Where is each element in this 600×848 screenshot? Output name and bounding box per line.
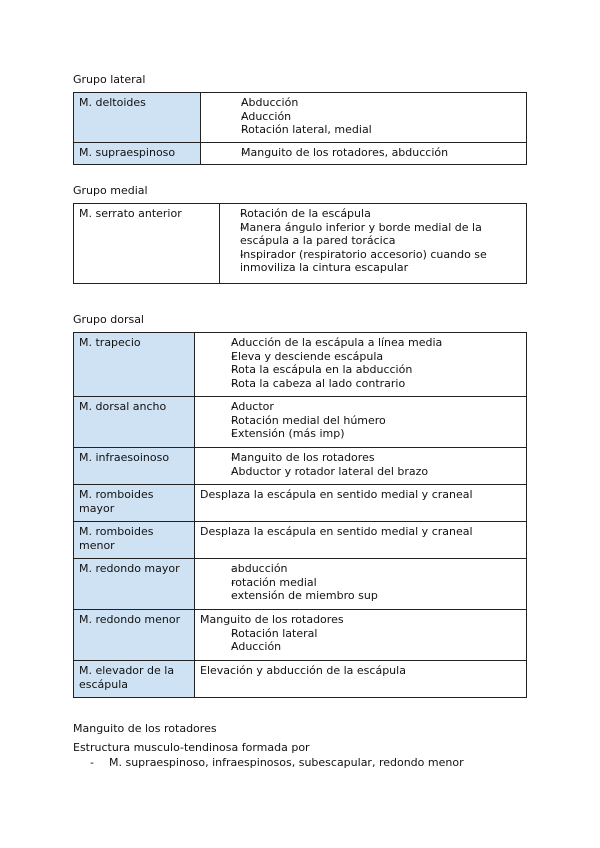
function-item: - Extensión (más imp): [213, 427, 521, 441]
table-grupo-dorsal: [73, 332, 527, 698]
table-row: [74, 661, 527, 698]
function-list: [213, 336, 521, 390]
muscle-function: [195, 333, 527, 397]
function-item: - Eleva y desciende escápula: [213, 350, 521, 364]
table-row: [74, 485, 527, 522]
function-list: [223, 146, 521, 160]
muscle-name: M. romboides mayor: [74, 485, 195, 522]
function-list: [213, 627, 521, 654]
footer-item-text: M. supraespinoso, infraespinosos, subescapular, redondo menor: [109, 756, 464, 769]
muscle-name: M. redondo menor: [74, 610, 195, 661]
function-item: - Inspirador (respiratorio accesorio) cuando se inmoviliza la cintura escapular: [222, 248, 521, 275]
heading-grupo-dorsal: Grupo dorsal: [73, 313, 144, 326]
heading-grupo-medial: Grupo medial: [73, 184, 148, 197]
muscle-function: [220, 204, 527, 284]
muscle-name: M. serrato anterior: [74, 204, 220, 284]
function-item: - Rotación lateral, medial: [223, 123, 521, 137]
dash-bullet: -: [90, 756, 94, 769]
function-item: - Aducción de la escápula a línea media: [213, 336, 521, 350]
muscle-function: [195, 559, 527, 610]
muscle-function: Desplaza la escápula en sentido medial y craneal: [195, 522, 527, 559]
function-item: - Rota la cabeza al lado contrario: [213, 377, 521, 391]
muscle-function: [195, 448, 527, 485]
muscle-function: [195, 397, 527, 448]
function-item: - Rotación de la escápula: [222, 207, 521, 221]
table-row: [74, 93, 527, 143]
table-grupo-lateral: [73, 92, 527, 165]
function-list: [223, 96, 521, 137]
muscle-function: [201, 143, 527, 165]
muscle-name: M. trapecio: [74, 333, 195, 397]
table-row: [74, 559, 527, 610]
table-row: [74, 204, 527, 284]
muscle-name: M. supraespinoso: [74, 143, 201, 165]
table-grupo-medial: [73, 203, 527, 284]
function-item: - rotación medial: [213, 576, 521, 590]
muscle-name: M. dorsal ancho: [74, 397, 195, 448]
function-item: - Aductor: [213, 400, 521, 414]
function-item: - Manguito de los rotadores, abducción: [223, 146, 521, 160]
function-item: - Abductor y rotador lateral del brazo: [213, 465, 521, 479]
function-list: [222, 207, 521, 275]
table-row: [74, 448, 527, 485]
function-item: - Aducción: [223, 110, 521, 124]
heading-grupo-lateral: Grupo lateral: [73, 73, 146, 86]
function-item: - abducción: [213, 562, 521, 576]
muscle-name: M. elevador de la escápula: [74, 661, 195, 698]
footer-subtitle: Estructura musculo-tendinosa formada por: [73, 741, 310, 754]
footer-title: Manguito de los rotadores: [73, 722, 217, 735]
muscle-name: M. infraesoinoso: [74, 448, 195, 485]
muscle-function: Desplaza la escápula en sentido medial y craneal: [195, 485, 527, 522]
muscle-function: [195, 610, 527, 661]
muscle-name: M. romboides menor: [74, 522, 195, 559]
function-item: - Rotación medial del húmero: [213, 414, 521, 428]
function-list: [213, 400, 521, 441]
function-item: - Manguito de los rotadores: [213, 451, 521, 465]
function-list: [213, 451, 521, 478]
function-item: - Rotación lateral: [213, 627, 521, 641]
muscle-function: Elevación y abducción de la escápula: [195, 661, 527, 698]
table-row: [74, 143, 527, 165]
table-row: [74, 397, 527, 448]
function-text: Manguito de los rotadores: [200, 613, 344, 626]
table-row: [74, 610, 527, 661]
table-row: [74, 522, 527, 559]
function-item: - Rota la escápula en la abducción: [213, 363, 521, 377]
muscle-function: [201, 93, 527, 143]
function-list: [213, 562, 521, 603]
function-item: - Manera ángulo inferior y borde medial de la escápula a la pared torácica: [222, 221, 521, 248]
function-item: - Aducción: [213, 640, 521, 654]
function-item: - Abducción: [223, 96, 521, 110]
muscle-name: M. redondo mayor: [74, 559, 195, 610]
muscle-name: M. deltoides: [74, 93, 201, 143]
function-item: - extensión de miembro sup: [213, 589, 521, 603]
table-row: [74, 333, 527, 397]
